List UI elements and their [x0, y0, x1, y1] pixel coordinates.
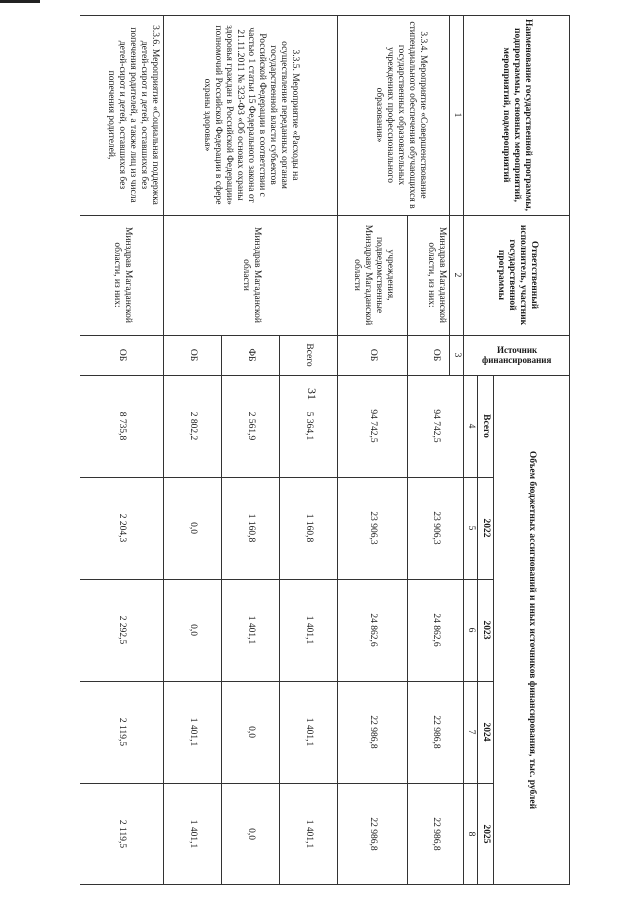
row-name-3-3-4: 3.3.4. Мероприятие «Совершенствование стипендиального обеспечения обучающихся в государственных образовательных учреждениях профессионального образования»	[374, 21, 429, 209]
value-total: 8 735,8	[117, 411, 128, 441]
header-funding-title: Объем бюджетных ассигнований и иных источников финансирования, тыс. рублей	[527, 450, 538, 810]
grid-line	[477, 375, 478, 885]
col-num-4: 4	[466, 423, 477, 429]
grid-line	[493, 375, 494, 885]
row-executor: Минздрав Магаданской области, из них:	[426, 227, 447, 323]
page-number: 31	[305, 388, 319, 400]
funding-table	[80, 15, 570, 885]
table-border	[80, 15, 570, 16]
value-2025: 22 986,8	[368, 817, 379, 851]
row-name-3-3-5: 3.3.5. Мероприятие «Расходы на осуществление переданных органам государственной власти субъектов Российской Федерации в соответствии с частью 1 статьи 15 Федерального закона от 21.11.2011 № 323-ФЗ «Об основах охраны здоровья граждан в Российской Федерации» полномочий Российской Федерации в сфере охраны здоровья»	[202, 25, 301, 205]
grid-line	[80, 215, 570, 216]
header-source: Источник финансирования	[482, 345, 552, 365]
value-2023: 1 401,1	[304, 615, 315, 645]
grid-line	[163, 15, 164, 885]
table-border	[569, 15, 570, 885]
header-executor: Ответственный исполнитель, участник государственной программы	[496, 224, 539, 326]
col-num-7: 7	[466, 729, 477, 735]
value-2023: 1 401,1	[246, 615, 257, 645]
value-2024: 0,0	[246, 726, 257, 738]
row-source: ОБ	[431, 348, 442, 362]
value-total: 2 561,9	[246, 411, 257, 441]
value-total: 5 364,1	[304, 411, 315, 441]
col-num-3: 3	[452, 352, 463, 358]
grid-line	[80, 783, 494, 784]
grid-line	[80, 477, 494, 478]
header-year-2022: 2022	[481, 518, 492, 538]
row-executor: учреждения, подведомственные Минздраву Магаданской области	[352, 224, 395, 326]
row-name-3-3-6: 3.3.6. Мероприятие «Социальная поддержка детей-сирот и детей, оставшихся без попечения родителей, а также лиц из числа детей-сирот и детей, оставшихся без попечения родителей,	[106, 25, 160, 205]
row-executor: Минздрав Магаданской области, из них:	[112, 227, 133, 323]
header-year-2023: 2023	[481, 620, 492, 640]
value-2023: 24 862,6	[431, 613, 442, 647]
value-2023: 0,0	[188, 624, 199, 636]
value-2022: 23 906,3	[368, 511, 379, 545]
grid-line	[449, 15, 450, 375]
grid-line	[337, 15, 338, 885]
grid-line	[463, 15, 464, 885]
value-2022: 2 204,3	[117, 513, 128, 543]
value-2024: 1 401,1	[188, 717, 199, 747]
value-2023: 2 292,5	[117, 615, 128, 645]
table-border	[80, 884, 570, 885]
value-2024: 1 401,1	[304, 717, 315, 747]
value-total: 94 742,5	[431, 409, 442, 443]
value-2024: 22 986,8	[431, 715, 442, 749]
value-2024: 22 986,8	[368, 715, 379, 749]
value-2022: 0,0	[188, 522, 199, 534]
col-num-8: 8	[466, 831, 477, 837]
row-source: Всего	[304, 343, 315, 367]
header-year-2025: 2025	[481, 824, 492, 844]
header-name: Наименование государственной программы, подпрограммы, основных мероприятий, мероприятий, подмероприятий	[501, 19, 534, 211]
col-num-5: 5	[466, 525, 477, 531]
grid-line	[221, 335, 222, 885]
header-total: Всего	[481, 414, 492, 438]
col-num-1: 1	[452, 112, 463, 118]
row-source: ОБ	[188, 348, 199, 362]
grid-line	[279, 335, 280, 885]
grid-line	[80, 681, 494, 682]
grid-line	[80, 375, 570, 376]
header-year-2024: 2024	[481, 722, 492, 742]
value-2022: 23 906,3	[431, 511, 442, 545]
row-source: ФБ	[246, 348, 257, 362]
row-source: ОБ	[117, 348, 128, 362]
value-2022: 1 160,8	[304, 513, 315, 543]
row-executor: Минздрав Магаданской области	[241, 227, 262, 323]
value-2025: 1 401,1	[304, 819, 315, 849]
value-2024: 2 119,5	[117, 717, 128, 747]
value-2025: 0,0	[246, 828, 257, 840]
value-2025: 2 119,5	[117, 819, 128, 849]
grid-line	[80, 335, 570, 336]
grid-line	[407, 215, 408, 885]
value-total: 94 742,5	[368, 409, 379, 443]
col-num-2: 2	[452, 272, 463, 278]
value-2022: 1 160,8	[246, 513, 257, 543]
value-total: 2 802,2	[188, 411, 199, 441]
grid-line	[80, 579, 494, 580]
col-num-6: 6	[466, 627, 477, 633]
value-2023: 24 862,6	[368, 613, 379, 647]
value-2025: 1 401,1	[188, 819, 199, 849]
row-source: ОБ	[368, 348, 379, 362]
value-2025: 22 986,8	[431, 817, 442, 851]
corner-mark	[0, 0, 40, 3]
